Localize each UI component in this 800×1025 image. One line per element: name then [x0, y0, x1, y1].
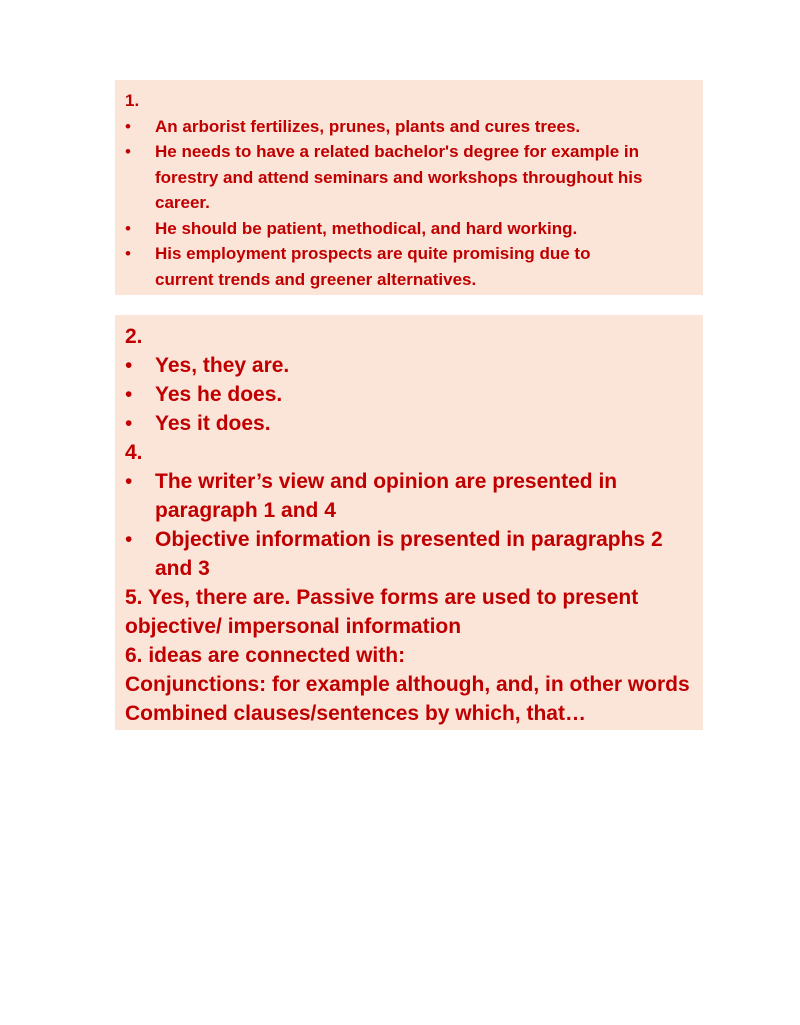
bullet-icon: • — [125, 412, 133, 435]
list-item — [125, 216, 693, 242]
list-item — [125, 241, 693, 292]
bullet-icon: • — [125, 470, 133, 493]
answer-text: Conjunctions: for example although, and, in other words — [125, 673, 690, 696]
list-item — [125, 351, 693, 380]
list-item — [125, 409, 693, 438]
section-number: 1. — [125, 91, 140, 110]
answer-text: Combined clauses/sentences by which, that… — [125, 702, 586, 725]
section-number: 4. — [125, 441, 143, 464]
list-item-text: Yes he does. — [155, 383, 283, 406]
section-number: 2. — [125, 325, 143, 348]
list-item-text: His employment prospects are quite promising due to — [155, 244, 591, 263]
bullet-icon: • — [125, 142, 131, 161]
list-item-text: current trends and greener alternatives. — [155, 269, 477, 289]
answer-text: 5. Yes, there are. Passive forms are used to present — [125, 586, 639, 609]
list-item-text: forestry and attend seminars and workshops throughout his — [155, 167, 643, 187]
list-item-text: He needs to have a related bachelor's degree for example in — [155, 142, 640, 161]
list-item-text: Objective information is presented in paragraphs 2 — [155, 528, 663, 551]
list-item-text: career. — [155, 193, 210, 212]
list-item — [125, 525, 693, 583]
list-item — [125, 380, 693, 409]
list-item-text: An arborist fertilizes, prunes, plants and cures trees. — [155, 116, 581, 136]
bullet-icon: • — [125, 218, 131, 238]
bullet-icon: • — [125, 116, 131, 136]
list-item-text: Yes it does. — [155, 412, 271, 435]
list-item — [125, 139, 693, 216]
list-item-text: paragraph 1 and 4 — [155, 499, 336, 522]
bullet-icon: • — [125, 383, 133, 406]
list-item-text: He should be patient, methodical, and hard working. — [155, 218, 578, 238]
list-item-text: The writer’s view and opinion are presented in — [155, 470, 618, 493]
bullet-icon: • — [125, 244, 131, 263]
list-item — [125, 467, 693, 525]
answer-box-1 — [115, 80, 703, 295]
bullet-icon: • — [125, 354, 133, 377]
answer-box-2 — [115, 315, 703, 730]
answer-text: objective/ impersonal information — [125, 615, 462, 638]
list-item — [125, 114, 693, 140]
bullet-icon: • — [125, 528, 133, 551]
answer-text: 6. ideas are connected with: — [125, 644, 406, 667]
list-item-text: and 3 — [155, 557, 210, 580]
list-item-text: Yes, they are. — [155, 354, 290, 377]
